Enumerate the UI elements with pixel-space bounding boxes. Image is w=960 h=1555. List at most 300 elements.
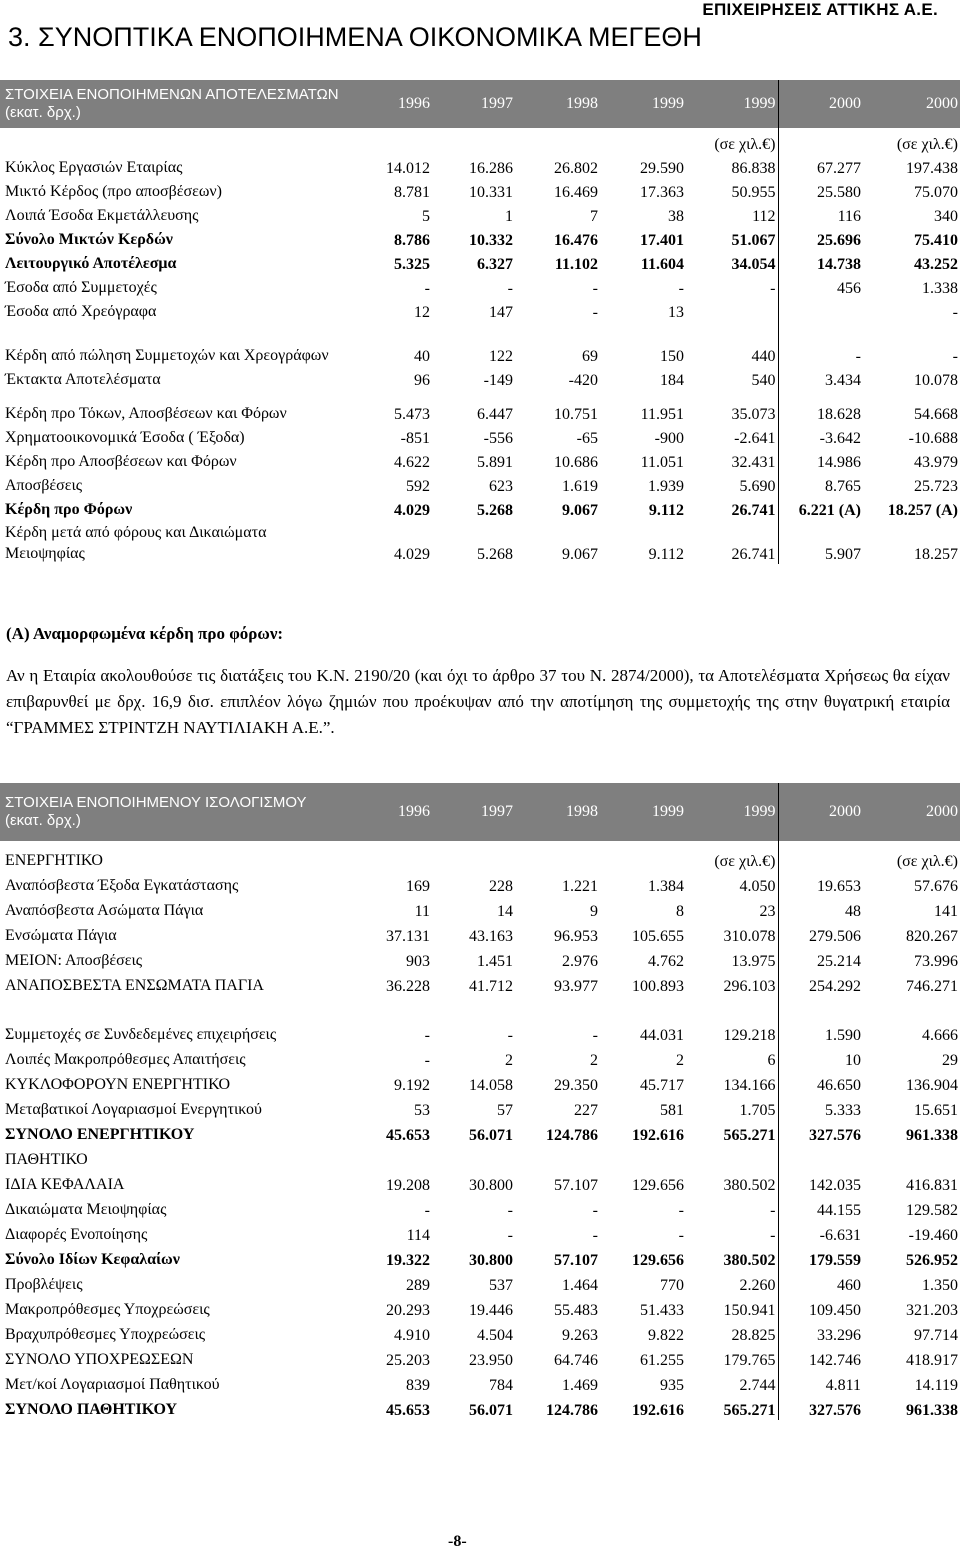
- row-value: [432, 841, 515, 871]
- row-label: ΣΥΝΟΛΟ ΥΠΟΧΡΕΩΣΕΩΝ: [5, 1351, 194, 1368]
- row-value: 4.029: [394, 546, 430, 563]
- row-value: -: [424, 1052, 430, 1069]
- row-value: 23: [686, 896, 778, 921]
- row-value: 5.690: [686, 472, 778, 496]
- row-value: 6.327: [477, 256, 513, 273]
- row-value: 1996: [345, 783, 432, 841]
- liability-row: [0, 1320, 960, 1345]
- row-value: 46.650: [817, 1077, 861, 1094]
- row-value: [345, 841, 432, 871]
- row-value: 1.350: [922, 1277, 958, 1294]
- row-label: Κέρδη προ Αποσβέσεων και Φόρων: [5, 453, 237, 470]
- row-value: 2000: [778, 80, 863, 128]
- row-value: (σε χιλ.€): [686, 841, 778, 871]
- row-value: 1996: [345, 80, 432, 128]
- row-value: -: [424, 1027, 430, 1044]
- row-value: 3.434: [825, 372, 861, 389]
- row-value: 23.950: [469, 1352, 513, 1369]
- row-value: 129.218: [686, 996, 778, 1045]
- row-value: 30.800: [469, 1252, 513, 1269]
- row-value: 14.058: [469, 1077, 513, 1094]
- row-value: 169: [406, 878, 430, 895]
- row-value: 9.112: [648, 502, 684, 519]
- results-row: [0, 154, 960, 178]
- row-label: Λοιπές Μακροπρόθεσμες Απαιτήσεις: [5, 1051, 246, 1068]
- results-row: [0, 250, 960, 274]
- page-number: -8-: [448, 1533, 467, 1550]
- row-label: Κέρδη προ Τόκων, Αποσβέσεων και Φόρων: [5, 405, 287, 422]
- row-value: 2: [676, 1052, 684, 1069]
- row-value: 340: [934, 208, 958, 225]
- row-value: 150: [660, 348, 684, 365]
- row-value: 136.904: [906, 1077, 958, 1094]
- row-value: [515, 841, 600, 871]
- row-value: -: [686, 274, 778, 298]
- row-value: 380.502: [686, 1170, 778, 1195]
- row-value: 2.260: [686, 1270, 778, 1295]
- row-value: 17.401: [640, 232, 684, 249]
- row-value: 623: [489, 478, 513, 495]
- row-value: 565.271: [686, 1395, 778, 1420]
- row-value: 147: [489, 304, 513, 321]
- row-value: [778, 128, 863, 154]
- note-text: Αν η Εταιρία ακολουθούσε τις διατάξεις του Κ.Ν. 2190/20 (και όχι το άρθρο 37 του Ν. 2874/2000), τα Αποτελέσματα Χρήσεως θα είχαν επιβαρυνθεί με δρχ. 16,9 δισ. επιπλέον λόγω ζημιών που προέκυψαν από την αποτίμηση της συμμετοχής της στην θυγατρική εταιρία “ΓΡΑΜΜΕΣ ΣΤΡΙΝΤΖΗ ΝΑΥΤΙΛΙΑΚΗ Α.Ε.”.: [6, 666, 950, 737]
- row-label: Μεταβατικοί Λογαριασμοί Ενεργητικού: [5, 1101, 262, 1118]
- row-value: 1.338: [922, 280, 958, 297]
- row-value: 67.277: [817, 160, 861, 177]
- row-value: 97.714: [914, 1327, 958, 1344]
- row-value: 228: [489, 878, 513, 895]
- row-value: -: [678, 280, 684, 297]
- row-value: 54.668: [914, 406, 958, 423]
- row-value: 9.192: [394, 1077, 430, 1094]
- row-label: ΠΑΘΗΤΙΚΟ: [5, 1151, 88, 1168]
- row-value: 18.257: [914, 546, 958, 563]
- row-value: 48: [845, 903, 861, 920]
- row-label: ΣΤΟΙΧΕΙΑ ΕΝΟΠΟΙΗΜΕΝΩΝ ΑΠΟΤΕΛΕΣΜΑΤΩΝ (εκατ. δρχ.): [0, 80, 345, 128]
- row-value: -: [507, 1202, 513, 1219]
- row-value: 14.738: [817, 256, 861, 273]
- row-label: ΚΥΚΛΟΦΟΡΟΥΝ ΕΝΕΡΓΗΤΙΚΟ: [5, 1076, 231, 1093]
- balance-liabilities-row: [0, 1145, 960, 1170]
- row-value: 64.746: [554, 1352, 598, 1369]
- row-value: 460: [837, 1277, 861, 1294]
- row-value: 1997: [432, 80, 515, 128]
- row-label: Μακροπρόθεσμες Υποχρεώσεις: [5, 1301, 210, 1318]
- row-value: 75.070: [914, 184, 958, 201]
- row-value: 456: [837, 280, 861, 297]
- row-value: 440: [686, 322, 778, 366]
- row-value: 19.653: [817, 878, 861, 895]
- row-label: Λοιπά Έσοδα Εκμετάλλευσης: [5, 207, 199, 224]
- row-value: 129.656: [632, 1252, 684, 1269]
- row-label: Λειτουργικό Αποτέλεσμα: [5, 255, 177, 272]
- row-value: [345, 128, 432, 154]
- row-value: 416.831: [906, 1177, 958, 1194]
- row-value: 19.446: [469, 1302, 513, 1319]
- row-label: [0, 128, 345, 154]
- row-value: 19.208: [386, 1177, 430, 1194]
- row-value: 17.363: [640, 184, 684, 201]
- results-units-row: [0, 128, 960, 154]
- row-value: 124.786: [546, 1402, 598, 1419]
- row-value: 1.464: [562, 1277, 598, 1294]
- row-value: 56.071: [469, 1127, 513, 1144]
- row-value: 11.051: [640, 454, 684, 471]
- row-value: 8.786: [394, 232, 430, 249]
- row-value: -10.688: [908, 430, 958, 447]
- row-value: 53: [414, 1102, 430, 1119]
- row-value: [686, 1145, 778, 1170]
- row-value: 11.102: [554, 256, 598, 273]
- row-value: 43.163: [469, 928, 513, 945]
- row-value: 29.350: [554, 1077, 598, 1094]
- row-value: 10.686: [554, 454, 598, 471]
- row-value: [778, 298, 863, 322]
- row-value: -: [678, 1227, 684, 1244]
- results-row: [0, 226, 960, 250]
- row-value: 150.941: [686, 1295, 778, 1320]
- row-value: 961.338: [906, 1402, 958, 1419]
- row-label: ΙΔΙΑ ΚΕΦΑΛΑΙΑ: [5, 1176, 125, 1193]
- row-value: 2: [590, 1052, 598, 1069]
- row-value: -2.641: [686, 424, 778, 448]
- row-value: [686, 298, 778, 322]
- row-value: [863, 1145, 960, 1170]
- row-value: -: [952, 348, 958, 365]
- row-value: 254.292: [809, 978, 861, 995]
- row-value: 9.067: [562, 546, 598, 563]
- asset-row: [0, 1120, 960, 1145]
- row-value: 1998: [515, 80, 600, 128]
- row-value: 96.953: [554, 928, 598, 945]
- row-value: -: [507, 1027, 513, 1044]
- results-row: [0, 520, 960, 564]
- row-value: 45.717: [640, 1077, 684, 1094]
- row-value: 4.910: [394, 1327, 430, 1344]
- liability-row: [0, 1245, 960, 1270]
- row-value: 8.765: [825, 478, 861, 495]
- row-value: 9: [590, 903, 598, 920]
- liability-row: [0, 1195, 960, 1220]
- company-header: ΕΠΙΧΕΙΡΗΣΕΙΣ ΑΤΤΙΚΗΣ Α.Ε.: [702, 0, 938, 19]
- row-value: 1.619: [562, 478, 598, 495]
- row-value: 20.293: [386, 1302, 430, 1319]
- row-value: 114: [406, 1227, 430, 1244]
- row-value: 36.228: [386, 978, 430, 995]
- asset-row: [0, 871, 960, 896]
- row-label: Κέρδη μετά από φόρους και Δικαιώματα Μειοψηφίας: [5, 524, 267, 562]
- row-value: 4.029: [394, 502, 430, 519]
- row-value: 961.338: [906, 1127, 958, 1144]
- results-row: [0, 472, 960, 496]
- row-value: 16.469: [554, 184, 598, 201]
- row-value: [345, 1145, 432, 1170]
- row-label: ΣΥΝΟΛΟ ΕΝΕΡΓΗΤΙΚΟΥ: [5, 1126, 195, 1143]
- row-value: 1: [505, 208, 513, 225]
- row-value: 129.582: [906, 1202, 958, 1219]
- row-value: 296.103: [686, 971, 778, 996]
- results-row: [0, 274, 960, 298]
- row-value: 93.977: [554, 978, 598, 995]
- row-value: 43.252: [914, 256, 958, 273]
- row-value: 13: [668, 304, 684, 321]
- row-value: -6.631: [819, 1227, 861, 1244]
- row-value: 73.996: [914, 953, 958, 970]
- row-value: 565.271: [686, 1120, 778, 1145]
- row-value: 122: [489, 348, 513, 365]
- row-value: -: [686, 1195, 778, 1220]
- row-value: 34.054: [686, 250, 778, 274]
- row-label: Συμμετοχές σε Συνδεδεμένες επιχειρήσεις: [5, 1026, 277, 1043]
- row-value: -: [592, 280, 598, 297]
- row-label: Αναπόσβεστα Έξοδα Εγκατάστασης: [5, 877, 239, 894]
- row-value: 11.951: [640, 406, 684, 423]
- row-value: 592: [406, 478, 430, 495]
- row-value: -3.642: [819, 430, 861, 447]
- row-value: 179.765: [686, 1345, 778, 1370]
- row-label: ΕΝΕΡΓΗΤΙΚΟ: [5, 852, 103, 869]
- row-label: Μετ/κοί Λογαριασμοί Παθητικού: [5, 1376, 220, 1393]
- row-label: Κέρδη από πώληση Συμμετοχών και Χρεογράφων: [5, 347, 329, 364]
- row-value: 5.473: [394, 406, 430, 423]
- row-value: 5.907: [825, 546, 861, 563]
- row-label: Σύνολο Ιδίων Κεφαλαίων: [5, 1251, 180, 1268]
- row-value: 327.576: [809, 1402, 861, 1419]
- row-value: 25.214: [817, 953, 861, 970]
- row-value: 14.012: [386, 160, 430, 177]
- results-row: [0, 322, 960, 366]
- row-label: ΣΤΟΙΧΕΙΑ ΕΝΟΠΟΙΗΜΕΝΟΥ ΙΣΟΛΟΓΙΣΜΟΥ (εκατ. δρχ.): [0, 783, 345, 841]
- row-value: 12: [414, 304, 430, 321]
- row-value: 26.802: [554, 160, 598, 177]
- row-value: 141: [934, 903, 958, 920]
- row-value: 1999: [686, 783, 778, 841]
- asset-row: [0, 1095, 960, 1120]
- row-value: 179.559: [809, 1252, 861, 1269]
- row-value: 418.917: [906, 1352, 958, 1369]
- row-value: 10.751: [554, 406, 598, 423]
- row-value: 25.696: [817, 232, 861, 249]
- row-value: 279.506: [809, 928, 861, 945]
- row-value: 50.955: [686, 178, 778, 202]
- row-value: 1.939: [648, 478, 684, 495]
- row-value: 45.653: [386, 1127, 430, 1144]
- liability-row: [0, 1395, 960, 1420]
- row-value: (σε χιλ.€): [896, 853, 958, 870]
- row-value: 109.450: [809, 1302, 861, 1319]
- row-value: 13.975: [686, 946, 778, 971]
- row-value: 14: [497, 903, 513, 920]
- row-value: 5.325: [394, 256, 430, 273]
- row-label: Ενσώματα Πάγια: [5, 927, 117, 944]
- asset-row: [0, 1045, 960, 1070]
- row-value: [515, 128, 600, 154]
- row-value: -: [507, 1227, 513, 1244]
- row-value: 57.676: [914, 878, 958, 895]
- row-value: 5: [422, 208, 430, 225]
- liability-row: [0, 1370, 960, 1395]
- row-label: Προβλέψεις: [5, 1276, 83, 1293]
- asset-row: [0, 996, 960, 1045]
- row-value: 935: [660, 1377, 684, 1394]
- row-value: 14.986: [817, 454, 861, 471]
- row-value: (σε χιλ.€): [896, 136, 958, 153]
- liability-row: [0, 1295, 960, 1320]
- row-value: 2.976: [562, 953, 598, 970]
- row-value: -: [678, 1202, 684, 1219]
- row-value: 321.203: [906, 1302, 958, 1319]
- results-header-row: [0, 80, 960, 128]
- row-value: 25.203: [386, 1352, 430, 1369]
- row-value: -65: [576, 430, 598, 447]
- row-value: 770: [660, 1277, 684, 1294]
- row-value: 6: [686, 1045, 778, 1070]
- row-value: 57.107: [554, 1252, 598, 1269]
- row-value: -900: [654, 430, 684, 447]
- row-value: 537: [489, 1277, 513, 1294]
- results-row: [0, 178, 960, 202]
- row-value: 1.384: [648, 878, 684, 895]
- asset-row: [0, 896, 960, 921]
- row-label: Διαφορές Ενοποίησης: [5, 1226, 148, 1243]
- row-value: 327.576: [809, 1127, 861, 1144]
- results-row: [0, 298, 960, 322]
- row-label: Κύκλος Εργασιών Εταιρίας: [5, 159, 183, 176]
- row-value: 4.666: [922, 1027, 958, 1044]
- row-value: 18.628: [817, 406, 861, 423]
- row-value: 28.825: [686, 1320, 778, 1345]
- row-value: 41.712: [469, 978, 513, 995]
- row-value: 35.073: [686, 390, 778, 424]
- asset-row: [0, 1070, 960, 1095]
- row-value: -: [592, 304, 598, 321]
- row-value: 105.655: [632, 928, 684, 945]
- row-value: -: [592, 1227, 598, 1244]
- row-value: 16.286: [469, 160, 513, 177]
- row-value: -: [424, 1202, 430, 1219]
- row-label: ΑΝΑΠΟΣΒΕΣΤΑ ΕΝΣΩΜΑΤΑ ΠΑΓΙΑ: [5, 977, 264, 994]
- balance-header-row: [0, 783, 960, 841]
- row-value: 784: [489, 1377, 513, 1394]
- row-value: 5.268: [477, 546, 513, 563]
- row-value: 51.433: [640, 1302, 684, 1319]
- row-value: 10: [845, 1052, 861, 1069]
- row-value: 192.616: [632, 1127, 684, 1144]
- row-value: 839: [406, 1377, 430, 1394]
- balance-assets-row: [0, 841, 960, 871]
- row-value: 45.653: [386, 1402, 430, 1419]
- results-row: [0, 448, 960, 472]
- row-value: -420: [568, 372, 598, 389]
- section-title: 3. ΣΥΝΟΠΤΙΚΑ ΕΝΟΠΟΙΗΜΕΝΑ ΟΙΚΟΝΟΜΙΚΑ ΜΕΓΕΘΗ: [8, 22, 702, 52]
- row-value: 526.952: [906, 1252, 958, 1269]
- note-title: (Α) Αναμορφωμένα κέρδη προ φόρων:: [6, 624, 284, 643]
- row-value: 2000: [863, 783, 960, 841]
- results-table: [0, 80, 960, 564]
- row-value: 1997: [432, 783, 515, 841]
- row-label: Δικαιώματα Μειοψηφίας: [5, 1201, 167, 1218]
- row-value: 1.221: [562, 878, 598, 895]
- row-value: 8: [676, 903, 684, 920]
- row-value: [600, 1145, 686, 1170]
- row-value: 9.822: [648, 1327, 684, 1344]
- row-value: 6.221 (Α): [798, 502, 861, 519]
- row-value: 4.811: [825, 1377, 861, 1394]
- row-value: 4.622: [394, 454, 430, 471]
- row-value: 134.166: [686, 1070, 778, 1095]
- row-value: [515, 1145, 600, 1170]
- row-value: 227: [574, 1102, 598, 1119]
- row-value: 4.504: [477, 1327, 513, 1344]
- row-value: 9.263: [562, 1327, 598, 1344]
- row-value: 116: [837, 208, 861, 225]
- row-value: 11.604: [640, 256, 684, 273]
- row-value: 26.741: [686, 496, 778, 520]
- row-value: -556: [483, 430, 513, 447]
- row-label: ΜΕΙΟΝ: Αποσβέσεις: [5, 952, 143, 969]
- row-value: 1999: [600, 783, 686, 841]
- row-value: 44.031: [640, 1027, 684, 1044]
- row-value: -851: [400, 430, 430, 447]
- row-value: 5.333: [825, 1102, 861, 1119]
- row-value: 38: [668, 208, 684, 225]
- row-value: -: [507, 280, 513, 297]
- row-value: 197.438: [906, 160, 958, 177]
- row-value: -: [952, 304, 958, 321]
- row-value: -19.460: [908, 1227, 958, 1244]
- row-value: 61.255: [640, 1352, 684, 1369]
- row-value: 1.705: [686, 1095, 778, 1120]
- results-row: [0, 496, 960, 520]
- row-value: 55.483: [554, 1302, 598, 1319]
- row-label: Αποσβέσεις: [5, 477, 83, 494]
- row-value: 25.723: [914, 478, 958, 495]
- row-value: 142.035: [809, 1177, 861, 1194]
- row-label: Αναπόσβεστα Ασώματα Πάγια: [5, 902, 204, 919]
- row-value: 1.590: [825, 1027, 861, 1044]
- row-value: 124.786: [546, 1127, 598, 1144]
- row-value: 2000: [778, 783, 863, 841]
- row-value: 43.979: [914, 454, 958, 471]
- row-value: 820.267: [906, 928, 958, 945]
- row-value: 10.332: [469, 232, 513, 249]
- row-value: 6.447: [477, 406, 513, 423]
- balance-table: [0, 783, 960, 1420]
- row-value: 8.781: [394, 184, 430, 201]
- row-value: [600, 841, 686, 871]
- asset-row: [0, 971, 960, 996]
- results-row: [0, 202, 960, 226]
- row-value: 57.107: [554, 1177, 598, 1194]
- row-value: 32.431: [686, 448, 778, 472]
- row-value: 9.112: [648, 546, 684, 563]
- row-value: 10.331: [469, 184, 513, 201]
- row-value: -: [855, 348, 861, 365]
- row-value: 40: [414, 348, 430, 365]
- liability-row: [0, 1170, 960, 1195]
- row-value: 5.891: [477, 454, 513, 471]
- row-value: 96: [414, 372, 430, 389]
- row-value: 75.410: [914, 232, 958, 249]
- row-value: 2: [505, 1052, 513, 1069]
- row-value: 184: [660, 372, 684, 389]
- row-label: Μικτό Κέρδος (προ αποσβέσεων): [5, 183, 222, 200]
- row-value: 192.616: [632, 1402, 684, 1419]
- row-value: 5.268: [477, 502, 513, 519]
- row-value: 44.155: [817, 1202, 861, 1219]
- row-value: 16.476: [554, 232, 598, 249]
